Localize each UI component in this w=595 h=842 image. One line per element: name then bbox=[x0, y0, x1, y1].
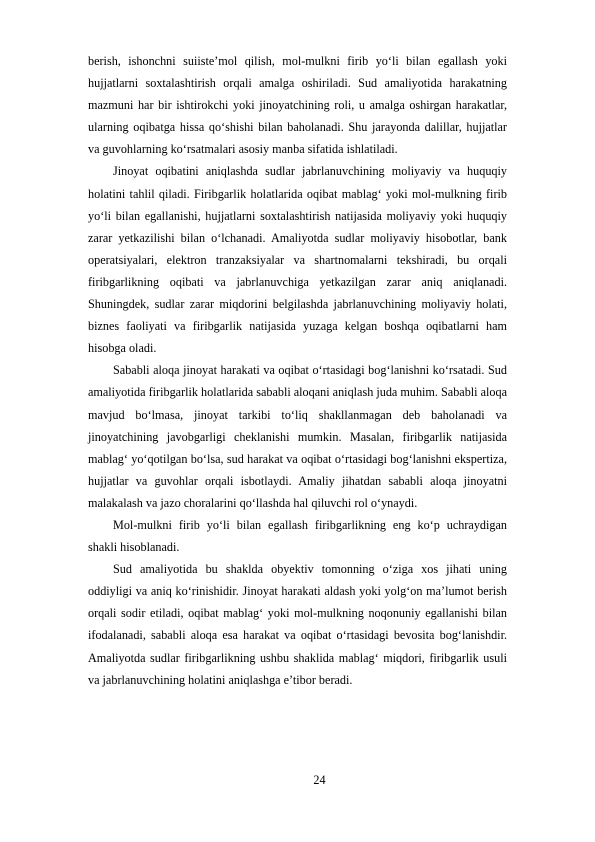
document-page bbox=[88, 50, 507, 691]
paragraph-continuation: berish, ishonchni suiiste’mol qilish, mol-mulkni firib yo‘li bilan egallash yoki hujjatlarni soxtalashtirish orqali amalga oshiriladi. Sud amaliyotida harakatning mazmuni har bir ishtirokchi yoki jinoyatchining roli, u amalga oshirgan harakatlar, ularning oqibatga hissa qo‘shishi bilan baholanadi. Shu jarayonda dalillar, hujjatlar va guvohlarning ko‘rsatmalari asosiy manba sifatida ishlatiladi. bbox=[88, 54, 507, 157]
paragraph-consequence: Jinoyat oqibatini aniqlashda sudlar jabrlanuvchining moliyaviy va huquqiy holatini tahlil qiladi. Firibgarlik holatlarida oqibat mablag‘ yoki mol-mulkning firib yo‘li bilan egallanishi, hujjatlarni soxtalashtirish natijasida moliyaviy yoki huquqiy zarar yetkazilishi bilan o‘lchanadi. Amaliyotda sudlar moliyaviy hisobotlar, bank operatsiyalari, elektron tranzaksiyalar va shartnomalarni tekshiradi, bu orqali firibgarlikning oqibati va jabrlanuvchiga yetkazilgan zarar aniq aniqlanadi. Shuningdek, sudlar zarar miqdorini belgilashda jabrlanuvchining moliyaviy holati, biznes faoliyati va firibgarlik natijasida yuzaga kelgan boshqa oqibatlarni ham hisobga oladi. bbox=[88, 164, 507, 356]
page-number: 24 bbox=[313, 773, 326, 787]
paragraph-court-practice: Sud amaliyotida bu shaklda obyektiv tomonning o‘ziga xos jihati uning oddiyligi va aniq ko‘rinishidir. Jinoyat harakati aldash yoki yolg‘on ma’lumot berish orqali sodir etiladi, oqibat mablag‘ yoki mol-mulkning noqonuniy egallanishi bilan ifodalanadi, sababli aloqa esa harakat va oqibat o‘rtasidagi bevosita bog‘lanishdir. Amaliyotda sudlar firibgarlikning ushbu shaklida mablag‘ miqdori, firibgarlik usuli va jabrlanuvchining holatini aniqlashga e’tibor beradi. bbox=[88, 562, 507, 687]
paragraph-causal-link: Sababli aloqa jinoyat harakati va oqibat o‘rtasidagi bog‘lanishni ko‘rsatadi. Sud amaliyotida firibgarlik holatlarida sababli aloqani aniqlash juda muhim. Sababli aloqa mavjud bo‘lmasa, jinoyat tarkibi to‘liq shakllanmagan deb baholanadi va jinoyatchining javobgarligi cheklanishi mumkin. Masalan, firibgarlik natijasida mablag‘ yo‘qotilgan bo‘lsa, sud harakat va oqibat o‘rtasidagi bog‘lanishni ekspertiza, hujjatlar va guvohlar orqali isbotlaydi. Amaliy jihatdan sababli aloqa jinoyatni malakalash va jazo choralarini qo‘llashda hal qiluvchi rol o‘ynaydi. bbox=[88, 363, 507, 510]
paragraph-property-fraud: Mol-mulkni firib yo‘li bilan egallash firibgarlikning eng ko‘p uchraydigan shakli hisoblanadi. bbox=[88, 517, 507, 555]
